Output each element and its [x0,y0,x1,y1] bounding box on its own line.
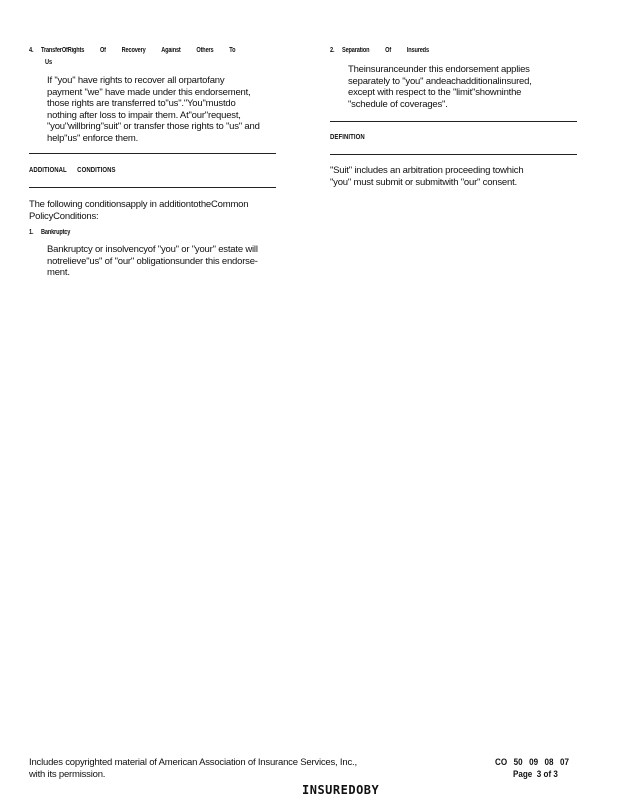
item-1-heading [29,229,70,236]
divider-rule [29,187,276,188]
item-1-line: ment. [47,267,70,278]
item-2-number: 2. [330,47,335,54]
item-4-line: "you"willbring"suit" or transfer those rights to "us" and [47,121,260,132]
divider-rule [29,153,276,154]
item-4-paragraph [47,75,296,144]
item-2-line: separately to "you" andeachadditionalinsured, [348,75,532,87]
item-2-heading [330,47,429,54]
item-1-title: Bankruptcy [41,229,71,236]
page-number: Page 3 of 3 [513,769,558,780]
intro-line: The following conditionsapply in additiontotheCommon [29,199,249,210]
form-number: CO 50 09 08 07 [495,757,570,768]
item-4-title-line2: Us [45,59,53,66]
item-4-line: payment "we" have made under this endorsement, [47,86,251,98]
item-4-line: nothing after loss to impair them. At"our"request, [47,109,241,121]
item-4-heading [29,47,235,54]
item-2-line: except with respect to the "limit"showninthe [348,87,522,98]
divider-rule [330,121,577,122]
item-4-line: help"us" enforce them. [47,132,139,144]
item-1-number: 1. [29,229,34,236]
item-4-line: those rights are transferred to"us"."You"mustdo [47,98,236,109]
item-4-number: 4. [29,47,34,54]
item-4-title-line1: TransferOfRights Of Recovery Against Others To [41,47,236,54]
intro-line: PolicyConditions: [29,210,99,222]
definition-line: "Suit" includes an arbitration proceeding towhich [330,165,524,176]
copyright-notice [29,757,357,780]
definition-line: "you" must submit or submitwith "our" consent. [330,176,517,188]
item-2-paragraph [348,64,568,110]
item-2-line: "schedule of coverages". [348,98,448,110]
item-1-line: notrelieve"us" of "our" obligationsunder this endorse- [47,255,258,267]
item-1-line: Bankruptcy or insolvencyof "you" or "your" estate will [47,244,258,255]
additional-conditions-heading: ADDITIONAL CONDITIONS [29,165,116,174]
copyright-line: with its permission. [29,768,106,780]
conditions-intro [29,199,291,222]
item-4-line: If "you" have rights to recover all orpartofany [47,75,225,86]
definition-paragraph [330,165,570,188]
definition-heading: DEFINITION [330,132,365,141]
item-2-title: Separation Of Insureds [342,47,429,54]
copyright-line: Includes copyrighted material of American Association of Insurance Services, Inc., [29,757,357,768]
item-1-paragraph [47,244,296,279]
watermark: INSUREDOBY [302,783,380,797]
item-2-line: Theinsuranceunder this endorsement applies [348,64,530,75]
divider-rule [330,154,577,155]
